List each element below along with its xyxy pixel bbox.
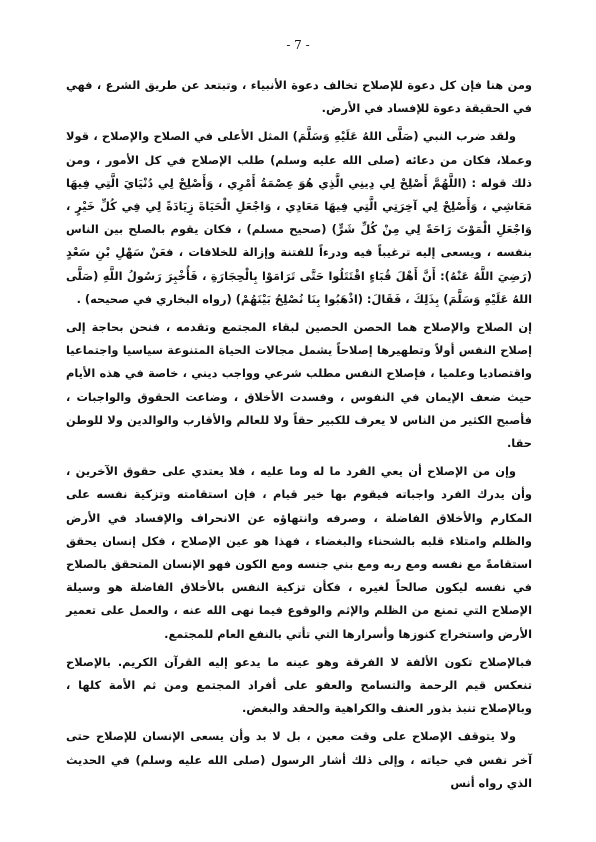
page-number: - 7 - bbox=[286, 38, 310, 52]
paragraph-6: ولا يتوقف الإصلاح على وقت معين ، بل لا بد وأن يسعى الإنسان للإصلاح حتى آخر نفس في حياته ، وإلى ذلك أشار الرسول (صلى الله عليه وسلم) في الحديث الذي رواه أنس bbox=[66, 729, 532, 790]
paragraph-2: ولقد ضرب النبي (صَلَّى اللهُ عَلَيْهِ وَسَلَّمَ) المثل الأعلى في الصلاح والإصلاح ، قولا وعملا، فكان من دعائه (صلى الله عليه وسلم) طلب الإصلاح في كل الأمور ، ومن ذلك قوله : (اللَّهُمَّ أَصْلِحْ لِي دِينِي الَّذِي هُوَ عِصْمَةُ أَمْرِي ، وَأَصْلِحْ لِي دُنْيَايَ الَّتِي فِيهَا مَعَاشِي ، وَأَصْلِحْ لِي آخِرَتِي الَّتِي فِيهَا مَعَادِي ، وَاجْعَلِ الْحَيَاةَ زِيَادَةً لِي فِي كُلِّ خَيْرٍ ، وَاجْعَلِ الْمَوْتَ رَاحَةً لِي مِنْ كُلِّ شَرٍّ) (صحيح مسلم) ، فكان يقوم بالصلح بين الناس بنفسه ، ويسعى إليه ترغيباً فيه ودرءاً للفتنة وإزالة للخلافات ، فعَنْ سَهْلِ بْنِ سَعْدٍ (رَضِيَ اللَّهُ عَنْهُ): أَنَّ أَهْلَ قُبَاءٍ اقْتَتَلُوا حَتَّى تَرَامَوْا بِالْحِجَارَةِ ، فَأُخْبِرَ رَسُولُ اللَّهِ (صَلَّى اللهُ عَلَيْهِ وَسَلَّمَ) بِذَلِكَ ، فَقَالَ: (اذْهَبُوا بِنَا نُصْلِحُ بَيْنَهُمْ) (رواه البخاري في صحيحه) . bbox=[66, 129, 532, 306]
body-text bbox=[66, 74, 532, 800]
paragraph-1: ومن هنا فإن كل دعوة للإصلاح تخالف دعوة الأنبياء ، وتبتعد عن طريق الشرع ، فهي في الحقيقة دعوة للإفساد في الأرض. bbox=[66, 78, 532, 116]
paragraph-5: فبالإصلاح تكون الألفة لا الفرقة وهو عينه ما يدعو إليه القرآن الكريم. بالإصلاح تنعكس قيم الرحمة والتسامح والعفو على أفراد المجتمع ومن ثم الأمة كلها ، وبالإصلاح تنبذ بذور العنف والكراهية والحقد والبغض. bbox=[66, 654, 532, 716]
paragraph-4: وإن من الإصلاح أن يعي الفرد ما له وما عليه ، فلا يعتدي على حقوق الآخرين ، وأن يدرك الفرد واجباته فيقوم بها خير قيام ، فإن استقامته وتزكية نفسه على المكارم والأخلاق الفاضلة ، وصرفه وانتهاؤه عن الانحراف والإفساد في الأرض والظلم وامتلاء قلبه بالشحناء والبغضاء ، فهذا هو عين الإصلاح ، فكل إنسان يحقق استقامةً مع نفسه ومع ربه ومع بني جنسه ومع الكون فهو الإنسان المتحقق بالصلاح في نفسه ليكون صالحاً لغيره ، فكأن تزكية النفس بالأخلاق الفاضلة هو وسيلة الإصلاح التي تمنع من الظلم والإثم والوقوع فيما نهى الله عنه ، والعمل على تعمير الأرض واستخراج كنوزها وأسرارها التي تأتي بالنفع العام للمجتمع. bbox=[66, 464, 532, 641]
paragraph-3: إن الصلاح والإصلاح هما الحصن الحصين لبقاء المجتمع وتقدمه ، فنحن بحاجة إلى إصلاح النفس أولاً وتطهيرها إصلاحاً يشمل مجالات الحياة المتنوعة سياسيا واجتماعيا واقتصاديا وعلميا ، فإصلاح النفس مطلب شرعي وواجب ديني ، خاصة في هذه الأيام حيث ضعف الإيمان في النفوس ، وفسدت الأخلاق ، وضاعت الحقوق والواجبات ، فأصبح الكثير من الناس لا يعرف للكبير حقاً ولا للعالم والأقارب والوالدين ولا للوطن حقا. bbox=[66, 320, 532, 451]
